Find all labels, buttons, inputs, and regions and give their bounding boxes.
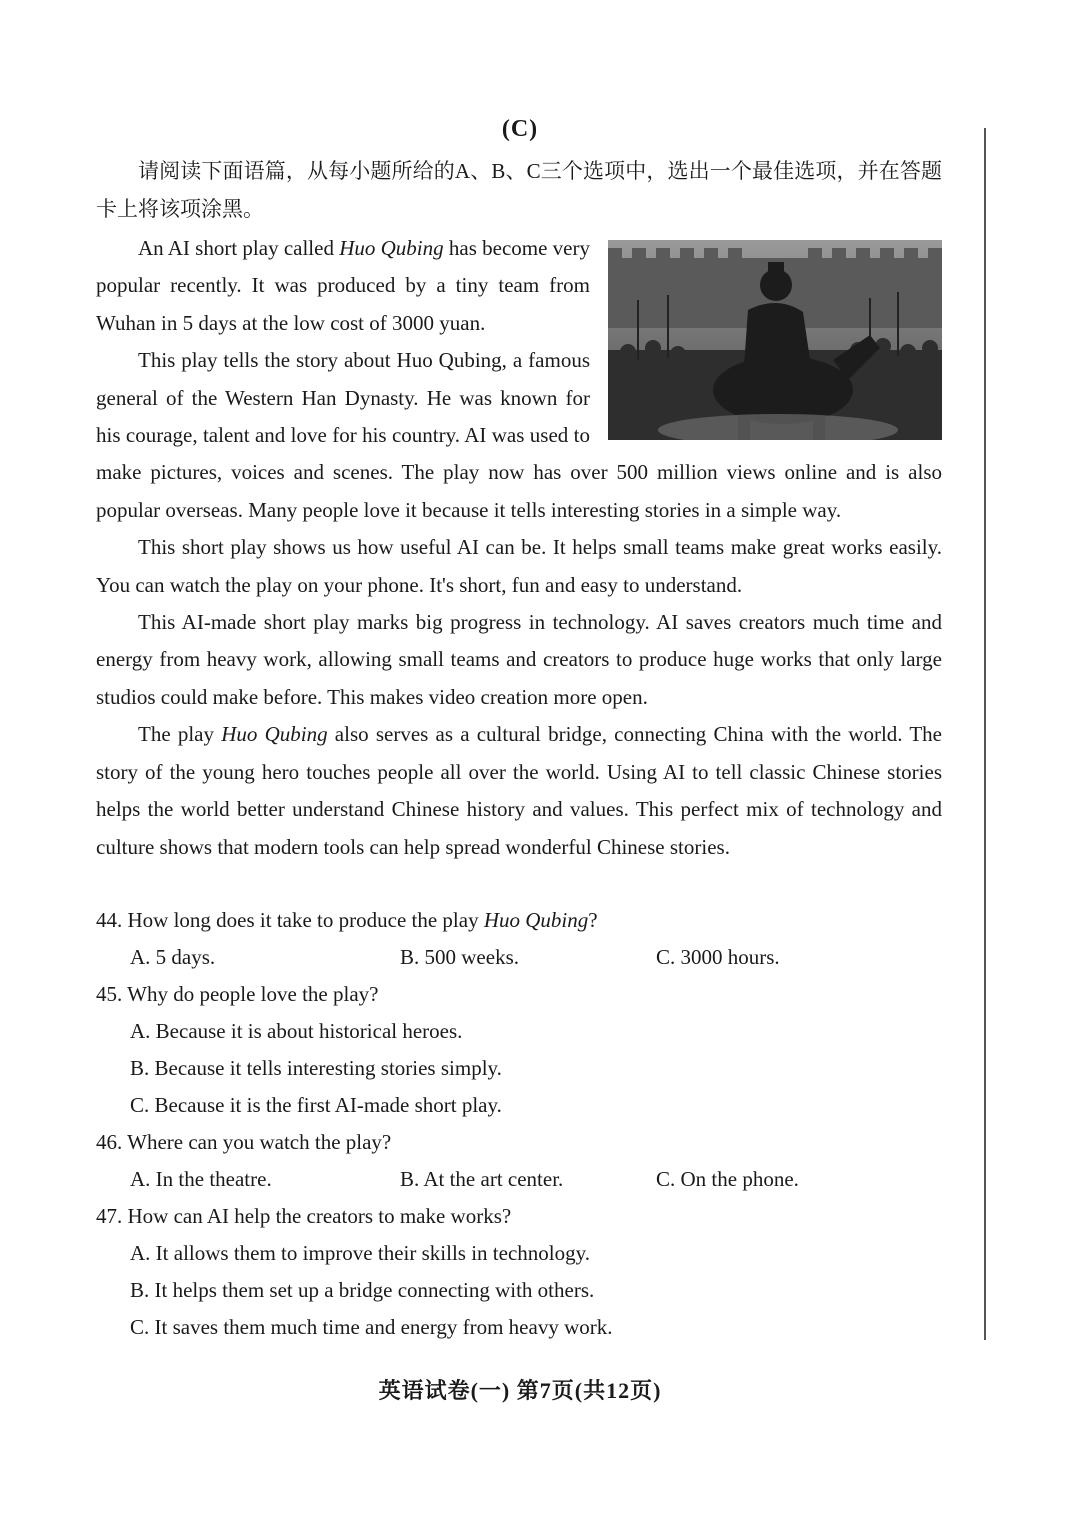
page-footer: 英语试卷(一) 第7页(共12页) — [378, 1378, 662, 1403]
question-46-stem: 46. Where can you watch the play? — [96, 1130, 392, 1154]
option-b: B. Because it tells interesting stories simply. — [130, 1056, 502, 1080]
option-b: B. It helps them set up a bridge connecting with others. — [130, 1278, 595, 1302]
option-b: B. At the art center. — [400, 1167, 564, 1191]
option-c: C. On the phone. — [656, 1167, 799, 1191]
option-a: A. In the theatre. — [130, 1167, 272, 1191]
option-a: A. Because it is about historical heroes. — [130, 1019, 463, 1043]
question-47-stem: 47. How can AI help the creators to make works? — [96, 1204, 512, 1228]
passage-paragraph-2: This play tells the story about Huo Qubing, a famous general of the Western Han Dynasty. He was known for his courage, talent and love for his country. AI was used to make pictures, voices and scenes. The play now has over 500 million views online and is also popular overseas. Many people love it because it tells interesting stories in a simple way. — [96, 348, 942, 522]
instructions: 请阅读下面语篇，从每小题所给的A、B、C三个选项中，选出一个最佳选项，并在答题卡上将该项涂黑。 — [96, 159, 942, 221]
margin-rule — [984, 128, 986, 1340]
question-list — [96, 902, 942, 1346]
passage-paragraph-5: The play Huo Qubing also serves as a cultural bridge, connecting China with the world. The story of the young hero touches people all over the world. Using AI to tell classic Chinese stories helps the world better understand Chinese history and values. This perfect mix of technology and culture shows that modern tools can help spread wonderful Chinese stories. — [96, 722, 942, 859]
play-still-photo — [608, 240, 942, 440]
passage-paragraph-3: This short play shows us how useful AI can be. It helps small teams make great works easily. You can watch the play on your phone. It's short, fun and easy to understand. — [96, 535, 942, 597]
play-title: Huo Qubing — [221, 722, 328, 747]
section-label: (C) — [501, 116, 539, 142]
question-46-options — [96, 1161, 942, 1198]
play-title: Huo Qubing — [339, 236, 444, 260]
question-45-stem: 45. Why do people love the play? — [96, 982, 379, 1006]
passage-paragraph-1: An AI short play called Huo Qubing has become very popular recently. It was produced by a tiny team from Wuhan in 5 days at the low cost of 3000 yuan. — [96, 236, 590, 335]
option-a: A. 5 days. — [130, 945, 216, 969]
passage-paragraph-4: This AI-made short play marks big progress in technology. AI saves creators much time and energy from heavy work, allowing small teams and creators to produce huge works that only large studios could make before. This makes video creation more open. — [96, 610, 942, 709]
general-on-horseback-image — [608, 240, 942, 440]
option-c: C. 3000 hours. — [656, 945, 780, 969]
reading-passage — [96, 230, 942, 866]
option-c: C. Because it is the first AI-made short play. — [130, 1093, 502, 1117]
option-c: C. It saves them much time and energy from heavy work. — [130, 1315, 613, 1339]
question-44-options — [96, 939, 942, 976]
option-a: A. It allows them to improve their skills in technology. — [130, 1241, 590, 1265]
option-b: B. 500 weeks. — [400, 945, 519, 969]
question-44-stem: 44. How long does it take to produce the play Huo Qubing? — [96, 908, 598, 932]
